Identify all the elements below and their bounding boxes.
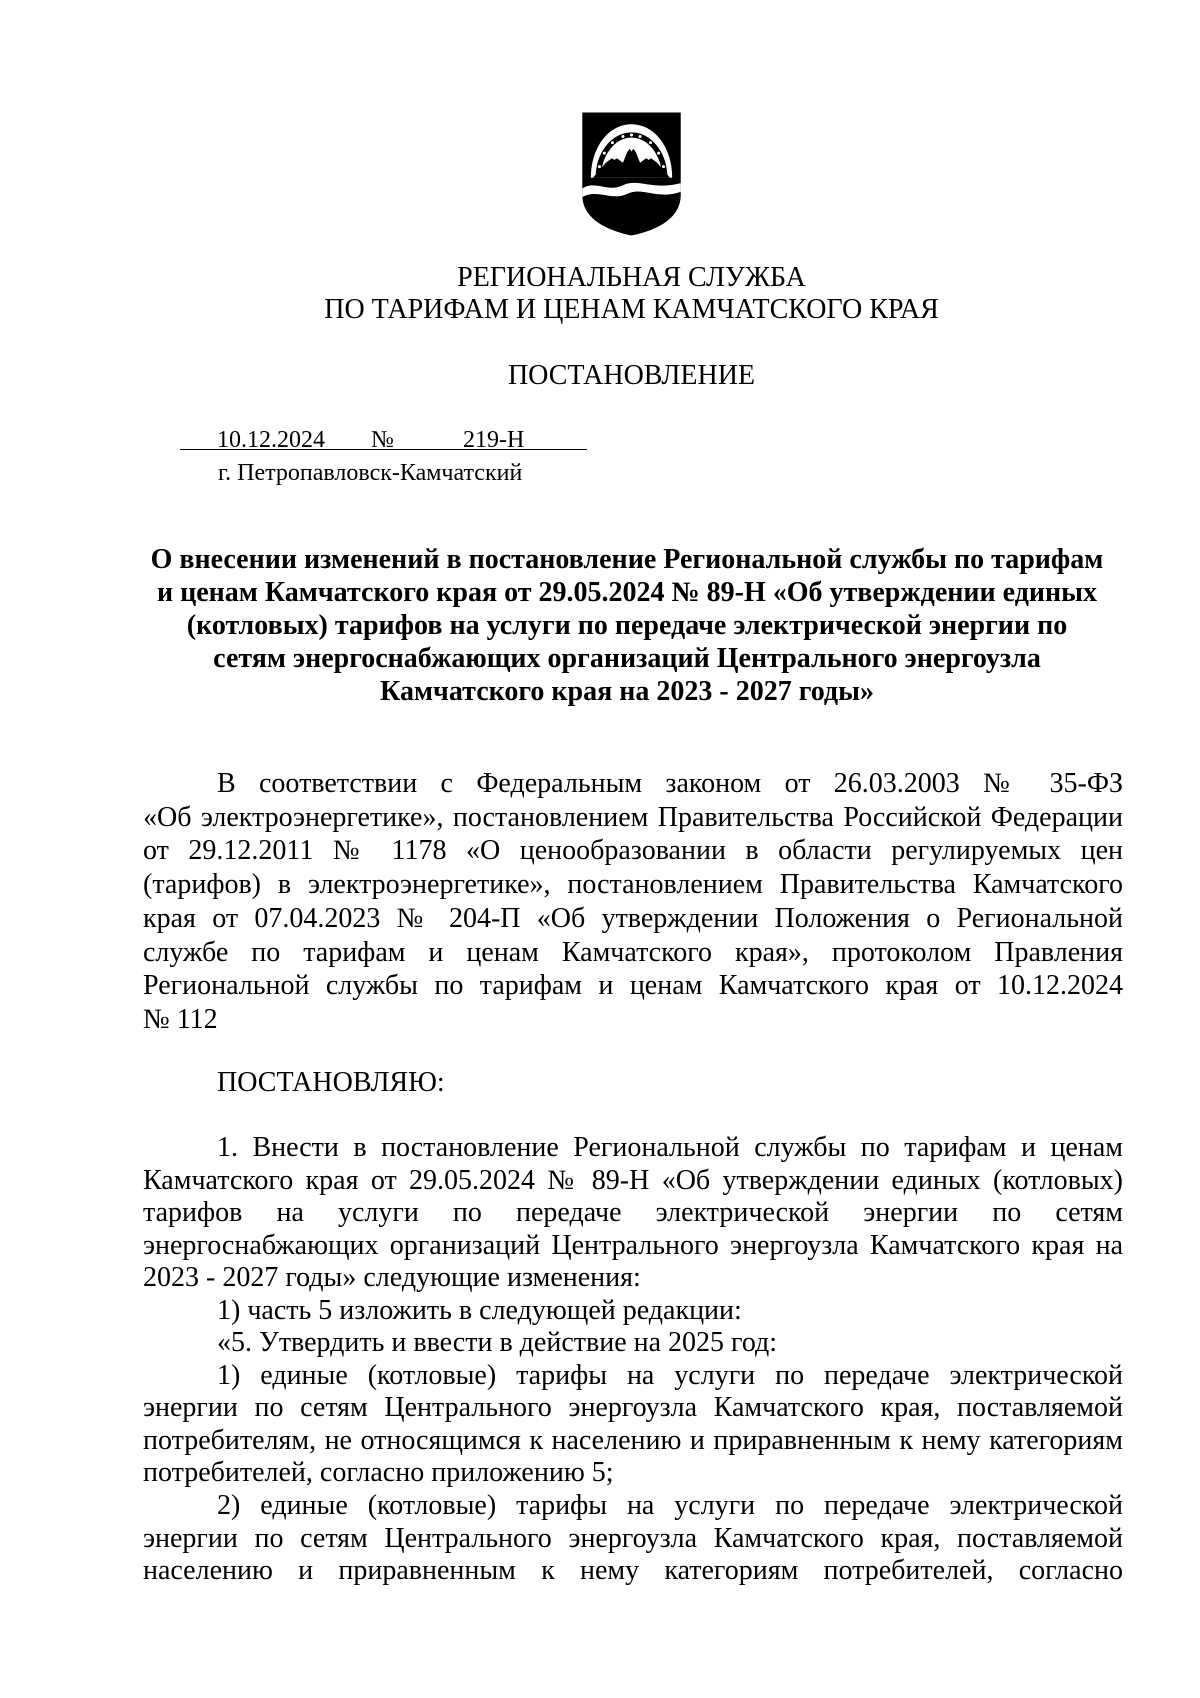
body-line: 2) единые (котловые) тарифы на услуги по передаче электрической	[217, 1490, 1123, 1522]
document-date: 10.12.2024	[217, 427, 325, 453]
body-line: 1. Внести в постановление Региональной службы по тарифам и ценам	[217, 1132, 1123, 1163]
preamble-line: В соответствии с Федеральным законом от 26.03.2003 № 35-ФЗ	[217, 768, 1123, 799]
org-name	[143, 262, 1120, 326]
title-line: Камчатского края на 2023 - 2027 годы»	[380, 676, 874, 707]
body-line: «5. Утвердить и ввести в действие на 2025 год:	[217, 1327, 778, 1359]
preamble-line: Региональной службы по тарифам и ценам Камчатского края от 10.12.2024	[143, 970, 1123, 1002]
body-line: энергии по сетям Центрального энергоузла Камчатского края, поставляемой	[143, 1522, 1123, 1554]
preamble-line: края от 07.04.2023 № 204-П «Об утверждении Положения о Региональной	[143, 902, 1123, 934]
document-title	[137, 543, 1117, 708]
body-line: энергии по сетям Центрального энергоузла Камчатского края, поставляемой	[143, 1392, 1123, 1424]
org-name-line: РЕГИОНАЛЬНАЯ СЛУЖБА	[457, 262, 806, 293]
title-line: и ценам Камчатского края от 29.05.2024 № 89-Н «Об утверждении единых	[156, 577, 1098, 608]
title-line: сетям энергоснабжающих организаций Центрального энергоузла	[213, 643, 1041, 674]
preamble-line: (тарифов) в электроэнергетике», постановлением Правительства Камчатского	[143, 869, 1123, 901]
resolve-heading: ПОСТАНОВЛЯЮ:	[217, 1067, 445, 1098]
body-line: тарифов на услуги по передаче электрической энергии по сетям	[143, 1197, 1123, 1229]
document-place: г. Петропавловск-Камчатский	[218, 460, 523, 486]
body-line: 2023 - 2027 годы» следующие изменения:	[143, 1262, 641, 1294]
document-number-sign: №	[371, 427, 394, 453]
body-line: потребителей, согласно приложению 5;	[143, 1457, 614, 1489]
document-number: 219-Н	[463, 427, 525, 453]
org-name-line: ПО ТАРИФАМ И ЦЕНАМ КАМЧАТСКОГО КРАЯ	[324, 294, 939, 325]
body-line: населению и приравненным к нему категориям потребителей, согласно	[143, 1555, 1123, 1587]
resolution-body	[143, 1132, 1123, 1588]
body-line: 1) единые (котловые) тарифы на услуги по передаче электрической	[217, 1359, 1123, 1391]
body-line: энергоснабжающих организаций Центрального энергоузла Камчатского края на	[143, 1229, 1123, 1261]
preamble-line: № 112	[143, 1003, 218, 1035]
preamble-paragraph	[143, 767, 1123, 1037]
preamble-line: от 29.12.2011 № 1178 «О ценообразовании в области регулируемых цен	[143, 835, 1123, 867]
body-line: потребителям, не относящимся к населению и приравненным к нему категориям	[143, 1424, 1123, 1456]
preamble-line: «Об электроэнергетике», постановлением Правительства Российской Федерации	[143, 801, 1123, 833]
title-line: О внесении изменений в постановление Региональной службы по тарифам	[150, 544, 1104, 575]
coat-of-arms-emblem	[578, 109, 685, 238]
requisites-underline	[180, 449, 587, 450]
title-line: (котловых) тарифов на услуги по передаче электрической энергии по	[186, 610, 1068, 641]
body-line: 1) часть 5 изложить в следующей редакции:	[217, 1294, 742, 1326]
doc-type-heading: ПОСТАНОВЛЕНИЕ	[507, 360, 756, 391]
preamble-line: службе по тарифам и ценам Камчатского края», протоколом Правления	[143, 936, 1123, 968]
body-line: Камчатского края от 29.05.2024 № 89-Н «Об утверждении единых (котловых)	[143, 1164, 1123, 1196]
